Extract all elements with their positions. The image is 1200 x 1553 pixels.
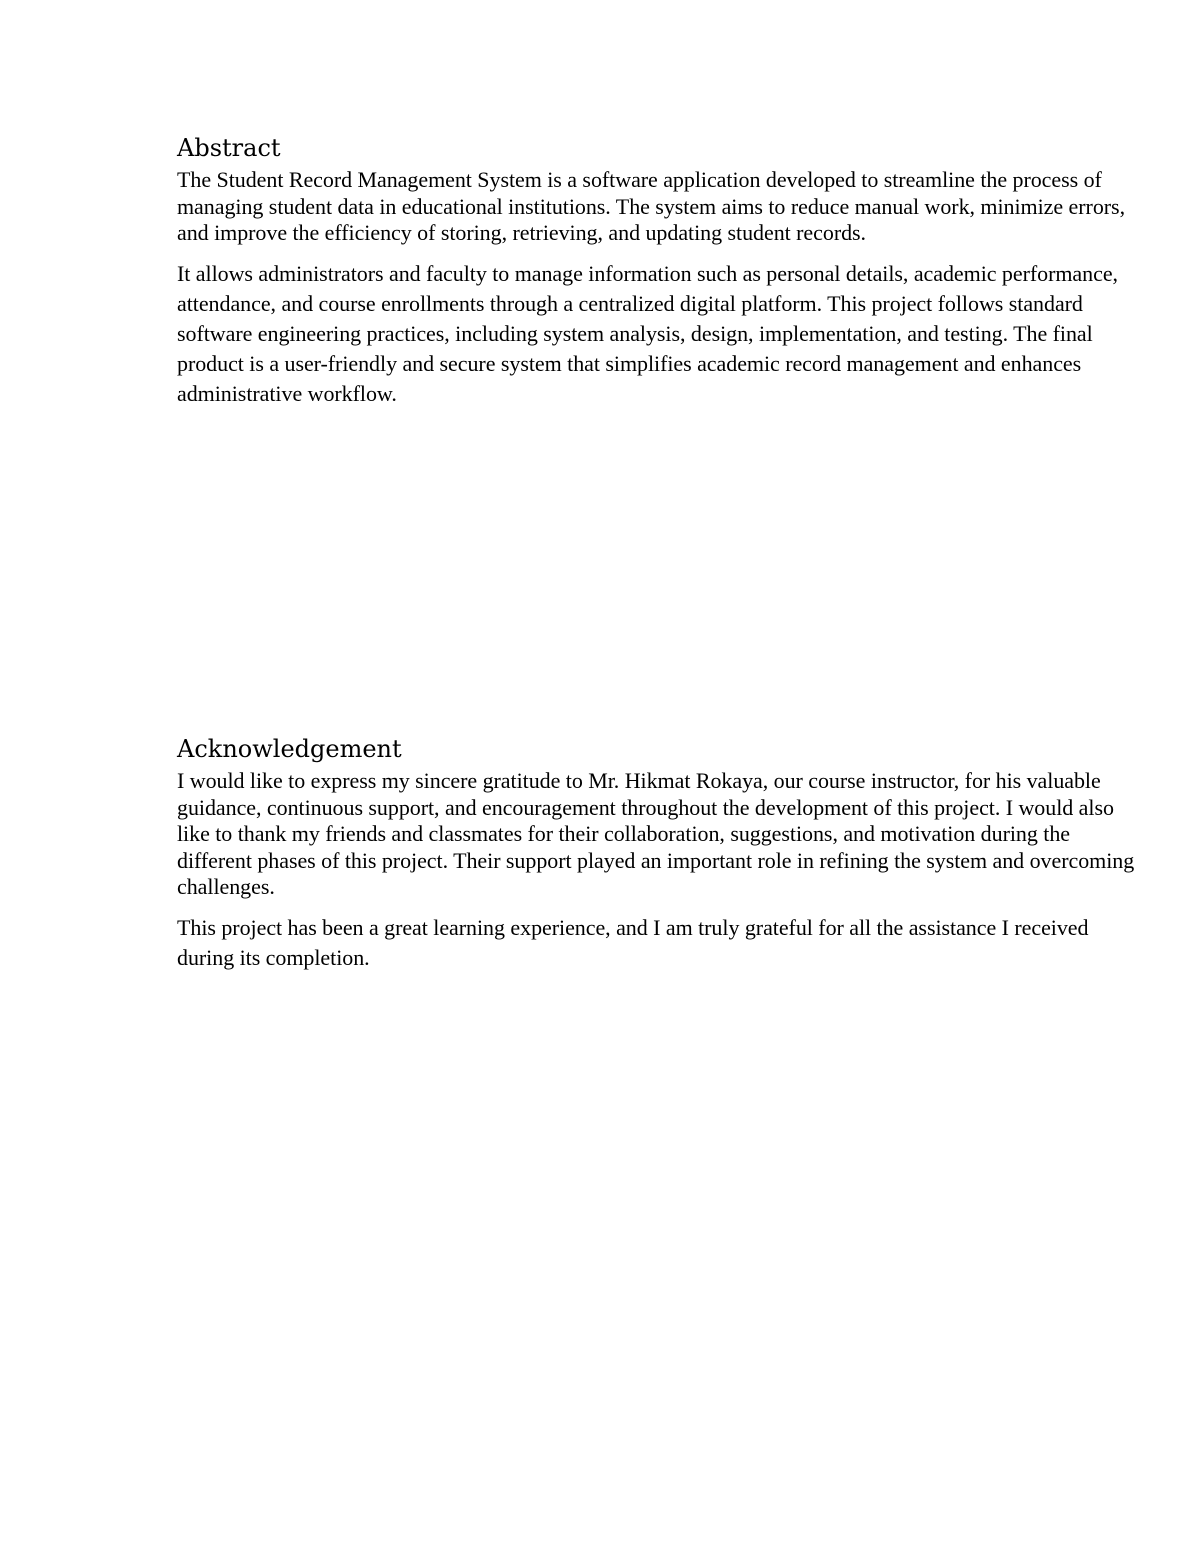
acknowledgement-paragraph-1: I would like to express my sincere gratitude to Mr. Hikmat Rokaya, our course instructor, for his valuable guidance, continuous support, and encouragement throughout the development of this project. I would also like to thank my friends and classmates for their collaboration, suggestions, and motivation during the different phases of this project. Their support played an important role in refining the system and overcoming challenges. xyxy=(177,768,1135,899)
abstract-paragraph-2: It allows administrators and faculty to manage information such as personal details, academic performance, attendance, and course enrollments through a centralized digital platform. This project follows standard software engineering practices, including system analysis, design, implementation, and testing. The final product is a user-friendly and secure system that simplifies academic record management and enhances administrative workflow. xyxy=(177,260,1118,406)
abstract-section xyxy=(177,133,1137,421)
abstract-paragraph-1: The Student Record Management System is a software application developed to streamline the process of managing student data in educational institutions. The system aims to reduce manual work, minimize errors, and improve the efficiency of storing, retrieving, and updating student records. xyxy=(177,167,1126,245)
acknowledgement-heading: Acknowledgement xyxy=(177,735,402,763)
acknowledgement-section xyxy=(177,734,1137,985)
acknowledgement-paragraph-2: This project has been a great learning experience, and I am truly grateful for all the assistance I received during its completion. xyxy=(177,914,1089,970)
abstract-heading: Abstract xyxy=(177,134,281,162)
